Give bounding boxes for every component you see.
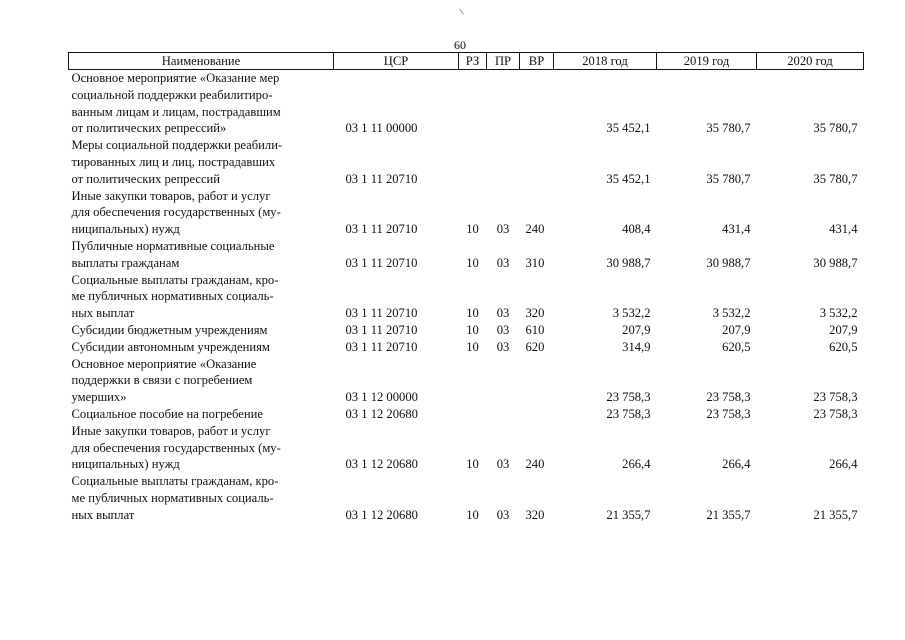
- row-csr: 03 1 11 20710: [345, 339, 418, 354]
- row-2018: 266,4: [622, 457, 651, 472]
- row-name: Иные закупки товаров, работ и услуг для обеспечения государственных (му- ниципальных) нужд: [71, 188, 281, 237]
- row-2018: 408,4: [622, 222, 651, 237]
- row-csr: 03 1 11 20710: [345, 255, 418, 270]
- row-vr: [520, 70, 554, 138]
- row-pr: 03: [496, 339, 510, 354]
- row-2018: 30 988,7: [606, 255, 651, 270]
- row-vr: [520, 406, 554, 423]
- row-csr: 03 1 11 20710: [345, 306, 418, 321]
- header-2018: 2018 год: [554, 53, 657, 70]
- header-pr: ПР: [487, 53, 520, 70]
- row-rz: [459, 70, 487, 138]
- row-rz: 10: [466, 322, 479, 337]
- row-2019: 431,4: [722, 222, 751, 237]
- row-csr: 03 1 12 00000: [345, 390, 418, 405]
- row-vr: 610: [525, 322, 545, 337]
- row-pr: 03: [496, 222, 510, 237]
- row-2018: 314,9: [622, 339, 651, 354]
- row-2018: 21 355,7: [606, 507, 651, 522]
- row-2019: 35 780,7: [706, 121, 751, 136]
- row-name: Субсидии автономным учреждениям: [71, 339, 270, 354]
- table-row: [69, 406, 864, 423]
- row-name: Субсидии бюджетным учреждениям: [71, 322, 268, 337]
- row-2018: 207,9: [622, 322, 651, 337]
- budget-table: [68, 52, 864, 524]
- row-2020: 207,9: [829, 322, 858, 337]
- table-row: [69, 473, 864, 523]
- row-vr: 240: [525, 457, 545, 472]
- table-row: [69, 272, 864, 322]
- row-2019: 266,4: [722, 457, 751, 472]
- header-2019: 2019 год: [657, 53, 757, 70]
- row-2020: 35 780,7: [813, 121, 858, 136]
- row-rz: 10: [466, 222, 479, 237]
- row-vr: 240: [525, 222, 545, 237]
- row-name: Публичные нормативные социальные выплаты гражданам: [71, 238, 275, 270]
- row-2019: 207,9: [722, 322, 751, 337]
- row-2020: 23 758,3: [813, 390, 858, 405]
- row-name: Социальные выплаты гражданам, кро- ме публичных нормативных социаль- ных выплат: [71, 474, 279, 522]
- table-row: [69, 188, 864, 238]
- scan-artifact-mark: [459, 8, 464, 14]
- table-row: [69, 238, 864, 272]
- header-vr: ВР: [520, 53, 554, 70]
- row-2020: 35 780,7: [813, 171, 858, 186]
- row-rz: 10: [466, 339, 479, 354]
- row-pr: 03: [496, 322, 510, 337]
- table-header-row: [69, 53, 864, 70]
- row-2019: 23 758,3: [706, 390, 751, 405]
- row-2020: 30 988,7: [813, 255, 858, 270]
- header-name: Наименование: [69, 53, 334, 70]
- row-vr: 320: [525, 306, 545, 321]
- row-vr: 620: [525, 339, 545, 354]
- row-name: Социальное пособие на погребение: [71, 406, 263, 421]
- row-csr: 03 1 11 20710: [345, 171, 418, 186]
- row-pr: 03: [496, 255, 510, 270]
- page-number: 60: [454, 38, 466, 52]
- row-2020: 431,4: [829, 222, 858, 237]
- row-csr: 03 1 12 20680: [345, 457, 418, 472]
- row-name: Социальные выплаты гражданам, кро- ме публичных нормативных социаль- ных выплат: [71, 272, 279, 321]
- row-2018: 35 452,1: [606, 171, 651, 186]
- row-pr: [487, 137, 520, 187]
- row-2018: 23 758,3: [606, 390, 651, 405]
- row-2019: 3 532,2: [712, 306, 751, 321]
- row-pr: 03: [496, 507, 510, 522]
- row-csr: 03 1 12 20680: [345, 406, 418, 421]
- row-name: Меры социальной поддержки реабили- тированных лиц и лиц, пострадавших от политических репрессий: [71, 138, 283, 186]
- table-row: [69, 137, 864, 187]
- row-name: Основное мероприятие «Оказание мер социальной поддержки реабилитиро- ванным лицам и лицам, пострадавшим от политических репрессий»: [71, 71, 281, 136]
- row-2019: 35 780,7: [706, 171, 751, 186]
- table-row: [69, 339, 864, 356]
- row-rz: [459, 137, 487, 187]
- row-rz: 10: [466, 457, 479, 472]
- row-2018: 35 452,1: [606, 121, 651, 136]
- row-csr: 03 1 11 00000: [345, 121, 418, 136]
- row-rz: 10: [466, 255, 479, 270]
- table-row: [69, 322, 864, 339]
- row-rz: 10: [466, 507, 479, 522]
- table-row: [69, 70, 864, 138]
- row-rz: [459, 406, 487, 423]
- row-rz: 10: [466, 306, 479, 321]
- row-2020: 21 355,7: [813, 507, 858, 522]
- row-name: Иные закупки товаров, работ и услуг для обеспечения государственных (му- ниципальных) нужд: [71, 423, 281, 472]
- row-csr: 03 1 12 20680: [345, 507, 418, 522]
- table-row: [69, 356, 864, 406]
- row-name: Основное мероприятие «Оказание поддержки в связи с погребением умерших»: [71, 356, 257, 405]
- row-pr: 03: [496, 306, 510, 321]
- row-vr: [520, 356, 554, 406]
- header-csr: ЦСР: [334, 53, 459, 70]
- row-2019: 21 355,7: [706, 507, 751, 522]
- row-pr: [487, 356, 520, 406]
- row-2020: 620,5: [829, 339, 858, 354]
- row-2018: 23 758,3: [606, 406, 651, 421]
- row-pr: [487, 70, 520, 138]
- header-rz: РЗ: [459, 53, 487, 70]
- row-csr: 03 1 11 20710: [345, 322, 418, 337]
- row-2020: 266,4: [829, 457, 858, 472]
- row-2020: 3 532,2: [819, 306, 858, 321]
- row-2019: 620,5: [722, 339, 751, 354]
- row-pr: [487, 406, 520, 423]
- row-vr: 320: [525, 507, 545, 522]
- row-2018: 3 532,2: [612, 306, 651, 321]
- row-2020: 23 758,3: [813, 406, 858, 421]
- row-pr: 03: [496, 457, 510, 472]
- row-rz: [459, 356, 487, 406]
- row-csr: 03 1 11 20710: [345, 222, 418, 237]
- row-2019: 23 758,3: [706, 406, 751, 421]
- header-2020: 2020 год: [757, 53, 864, 70]
- table-row: [69, 423, 864, 473]
- row-vr: 310: [525, 255, 545, 270]
- row-vr: [520, 137, 554, 187]
- row-2019: 30 988,7: [706, 255, 751, 270]
